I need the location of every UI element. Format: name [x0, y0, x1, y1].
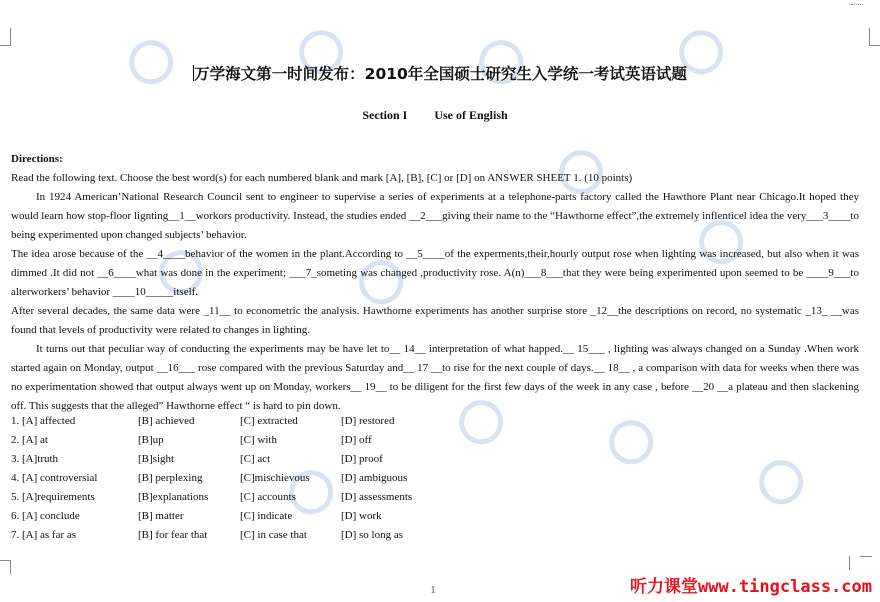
passage-paragraph: In 1924 American’National Research Council sent to engineer to supervise a series of experiments at a telephone-parts factory called the Hawthore Plant near Chicago.It hoped they would learn how stop-floor lignting__1__workors productivity. Instead, the studies ended __2___giving their name to the “Hawthorne effect”,the extremely inflenticel idea the very___3____to being experimented upon changed subjects’ behavior.	[11, 191, 859, 241]
crop-mark-top-right-h	[870, 45, 880, 46]
section-heading	[0, 108, 870, 123]
question-row	[11, 526, 441, 545]
option-c: [C] act	[240, 453, 271, 465]
watermark-logo	[601, 412, 662, 475]
option-a: 5. [A]requirements	[11, 491, 95, 503]
option-b: [B] for fear that	[138, 529, 208, 541]
section-number: Section I	[362, 108, 408, 122]
question-row	[11, 431, 441, 450]
crop-mark-bottom-right-h	[860, 556, 872, 557]
question-row	[11, 507, 441, 526]
option-c: [C] accounts	[240, 491, 296, 503]
option-a: 6. [A] conclude	[11, 510, 80, 522]
option-d: [D] restored	[341, 415, 395, 427]
question-row	[11, 412, 441, 431]
option-a: 2. [A] at	[11, 434, 48, 446]
document-body	[11, 150, 859, 416]
option-c: [C] extracted	[240, 415, 298, 427]
crop-mark-bottom-right	[849, 556, 860, 570]
option-c: [C]mischievous	[240, 472, 310, 484]
option-d: [D] so long as	[341, 529, 404, 541]
option-a: 7. [A] as far as	[11, 529, 77, 541]
option-d: [D] off	[341, 434, 372, 446]
question-row	[11, 450, 441, 469]
page-number: 1	[430, 585, 436, 596]
passage-paragraph: The idea arose because of the __4____behavior of the women in the plant.According to __5____of the experments,their,hourly output rose when lighting was increased, but also when it was dimmed .It did not __6____what was done in the experiment; ___7_someting was changed ,productivity rose. A(n)___8___that they were being experimented upon seemed to be ____9___to alterworkers’ behavior ____10_____itself.	[11, 248, 859, 298]
option-a: 1. [A] affected	[11, 415, 76, 427]
option-d: [D] work	[341, 510, 382, 522]
question-row	[11, 469, 441, 488]
option-c: [C] with	[240, 434, 277, 446]
watermark-logo	[751, 452, 812, 515]
option-b: [B]up	[138, 434, 164, 446]
option-b: [B] matter	[138, 510, 184, 522]
crop-mark-bottom-left-h	[0, 560, 10, 561]
question-row	[11, 488, 441, 507]
document-title-text: 万学海文第一时间发布：2010年全国硕士研究生入学统一考试英语试题	[194, 65, 687, 83]
option-d: [D] assessments	[341, 491, 413, 503]
option-d: [D] ambiguous	[341, 472, 408, 484]
option-b: [B]explanations	[138, 491, 209, 503]
option-b: [B]sight	[138, 453, 175, 465]
option-a: 3. [A]truth	[11, 453, 59, 465]
option-c: [C] indicate	[240, 510, 293, 522]
directions-label: Directions:	[11, 153, 63, 165]
section-name: Use of English	[434, 108, 508, 122]
directions-text: Read the following text. Choose the best word(s) for each numbered blank and mark [A], [B], [C] or [D] on ANSWER SHEET 1. (10 points)	[11, 172, 633, 184]
top-margin-mark	[851, 4, 863, 6]
option-b: [B] perplexing	[138, 472, 203, 484]
passage-paragraph: After several decades, the same data were _11__ to econometric the analysis. Hawthorne experiments has another surprise store _12__the descriptions on record, no systematic _13_ __was found that levels of productivity were related to changes in lighting.	[11, 305, 859, 336]
crop-mark-bottom-left	[0, 560, 11, 574]
option-c: [C] in case that	[240, 529, 307, 541]
crop-mark-top-left-h	[0, 45, 10, 46]
footer-brand-link[interactable]: 听力课堂www.tingclass.com	[630, 577, 872, 597]
option-a: 4. [A] controversial	[11, 472, 98, 484]
passage-paragraph: It turns out that peculiar way of conducting the experiments may be have let to__ 14__ interpretation of what happed.__ 15___ , lighting was always changed on a Sunday .When work started again on Monday, output __16___ rose compared with the previous Saturday and__ 17 __to rise for the next couple of days.__ 18__ , a comparison with data for weeks when there was no experimentation showed that output always went up on Monday, workers__ 19__ to be diligent for the first few days of the week in any case , before __20 __a plateau and then slackening off. This suggests that the alleged” Hawthorne effect “ is hard to pin down.	[11, 343, 859, 412]
crop-mark-top-right	[869, 28, 880, 46]
document-title	[0, 62, 880, 84]
question-options	[11, 412, 441, 545]
option-b: [B] achieved	[138, 415, 195, 427]
option-d: [D] proof	[341, 453, 383, 465]
crop-mark-top-left	[0, 28, 11, 46]
